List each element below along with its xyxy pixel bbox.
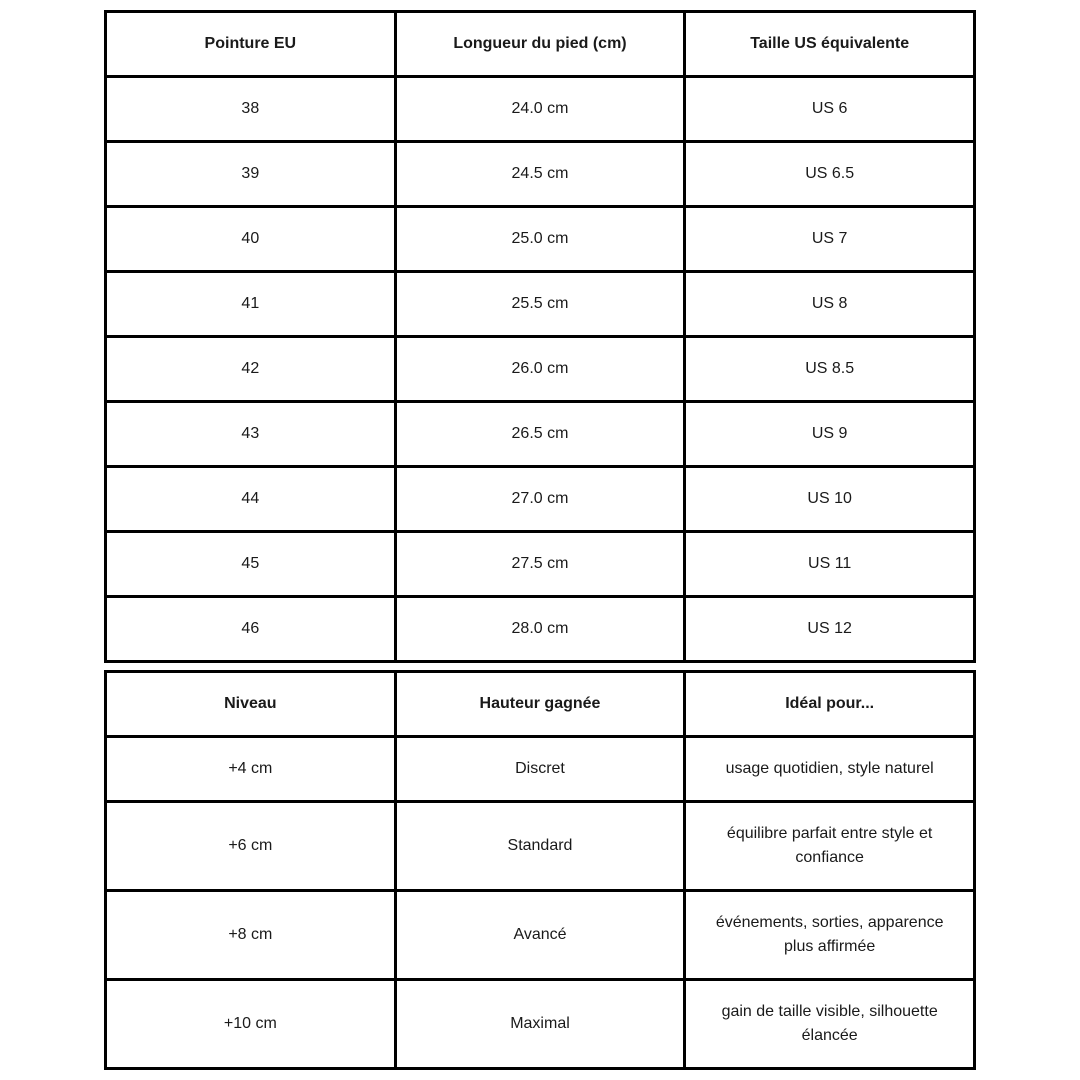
ideal-for-cell: gain de taille visible, silhouette élancée [685, 980, 975, 1069]
us-size-cell: US 12 [685, 597, 975, 662]
level-cell: +8 cm [106, 891, 396, 980]
us-size-cell: US 10 [685, 467, 975, 532]
header-eu-size: Pointure EU [106, 12, 396, 77]
us-size-cell: US 8.5 [685, 337, 975, 402]
eu-size-cell: 42 [106, 337, 396, 402]
foot-length-cell: 28.0 cm [395, 597, 685, 662]
table-row [106, 802, 975, 891]
level-cell: +10 cm [106, 980, 396, 1069]
eu-size-cell: 45 [106, 532, 396, 597]
table-header-row [106, 672, 975, 737]
foot-length-cell: 24.5 cm [395, 142, 685, 207]
foot-length-cell: 26.5 cm [395, 402, 685, 467]
ideal-for-cell: événements, sorties, apparence plus affirmée [685, 891, 975, 980]
header-height-gained: Hauteur gagnée [395, 672, 685, 737]
foot-length-cell: 25.5 cm [395, 272, 685, 337]
table-row [106, 77, 975, 142]
us-size-cell: US 7 [685, 207, 975, 272]
foot-length-cell: 27.5 cm [395, 532, 685, 597]
eu-size-cell: 46 [106, 597, 396, 662]
eu-size-cell: 44 [106, 467, 396, 532]
foot-length-cell: 25.0 cm [395, 207, 685, 272]
ideal-for-cell: équilibre parfait entre style et confiance [685, 802, 975, 891]
foot-length-cell: 27.0 cm [395, 467, 685, 532]
us-size-cell: US 8 [685, 272, 975, 337]
table-row [106, 467, 975, 532]
table-row [106, 532, 975, 597]
height-gained-cell: Discret [395, 737, 685, 802]
us-size-cell: US 9 [685, 402, 975, 467]
table-row [106, 142, 975, 207]
header-level: Niveau [106, 672, 396, 737]
us-size-cell: US 11 [685, 532, 975, 597]
level-cell: +4 cm [106, 737, 396, 802]
table-row [106, 597, 975, 662]
eu-size-cell: 40 [106, 207, 396, 272]
ideal-for-cell: usage quotidien, style naturel [685, 737, 975, 802]
height-gained-cell: Maximal [395, 980, 685, 1069]
table-row [106, 207, 975, 272]
table-row [106, 337, 975, 402]
foot-length-cell: 24.0 cm [395, 77, 685, 142]
height-level-table [104, 670, 976, 1070]
header-ideal-for: Idéal pour... [685, 672, 975, 737]
table-row [106, 737, 975, 802]
header-us-size: Taille US équivalente [685, 12, 975, 77]
foot-length-cell: 26.0 cm [395, 337, 685, 402]
level-cell: +6 cm [106, 802, 396, 891]
eu-size-cell: 41 [106, 272, 396, 337]
eu-size-cell: 39 [106, 142, 396, 207]
us-size-cell: US 6.5 [685, 142, 975, 207]
height-gained-cell: Standard [395, 802, 685, 891]
table-row [106, 980, 975, 1069]
height-gained-cell: Avancé [395, 891, 685, 980]
size-conversion-table [104, 10, 976, 663]
eu-size-cell: 38 [106, 77, 396, 142]
table-row [106, 891, 975, 980]
table-header-row [106, 12, 975, 77]
table-row [106, 402, 975, 467]
table-row [106, 272, 975, 337]
us-size-cell: US 6 [685, 77, 975, 142]
eu-size-cell: 43 [106, 402, 396, 467]
header-foot-length: Longueur du pied (cm) [395, 12, 685, 77]
